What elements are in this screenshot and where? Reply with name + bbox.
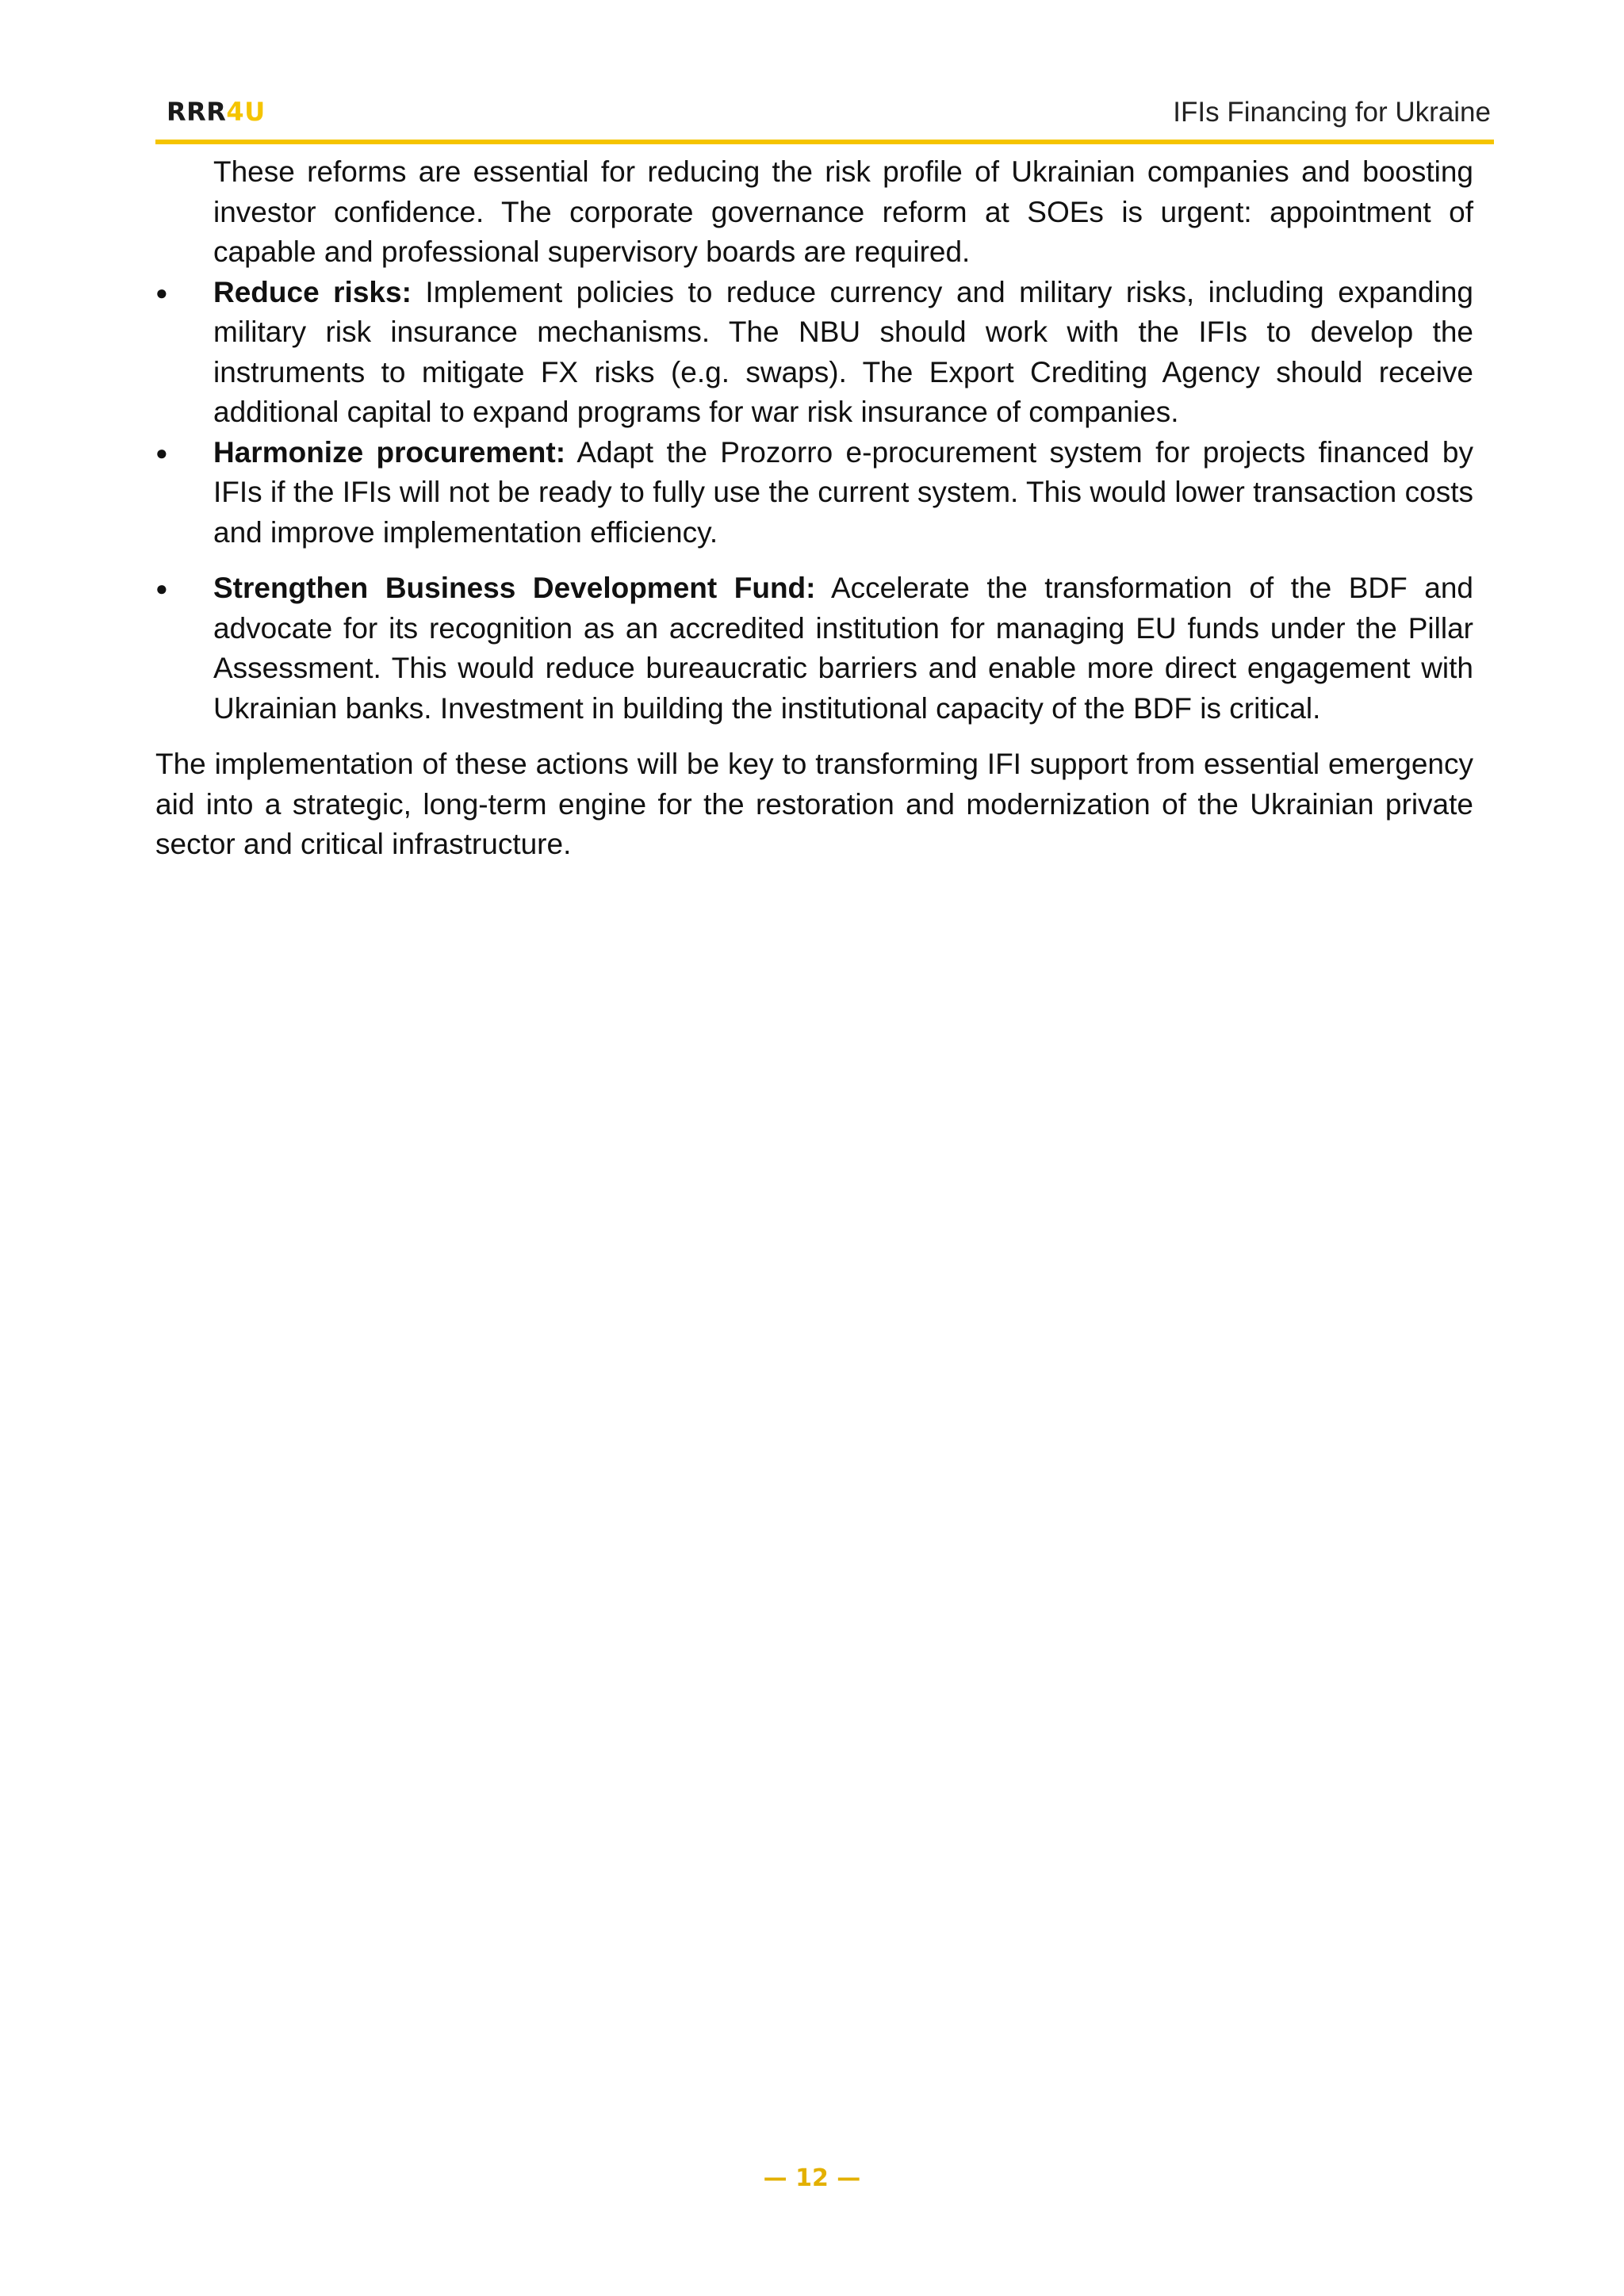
list-item-reduce-risks: [155, 273, 1473, 433]
list-item-text: Implement policies to reduce currency and military risks, including expanding military risk insurance mechanisms. The NBU should work with the IFIs to develop the instruments to mitigate FX risks (e.g. swaps). The Export Crediting Agency should receive additional capital to expand programs for war risk insurance of companies.: [213, 275, 1473, 428]
closing-paragraph: The implementation of these actions will be key to transforming IFI support from essential emergency aid into a strategic, long-term engine for the restoration and modernization of the Ukrainian private sector and critical infrastructure.: [155, 748, 1473, 860]
bullet-icon: ●: [155, 440, 168, 465]
page-content: [155, 152, 1473, 865]
list-item-text: Accelerate the transformation of the BDF and advocate for its recognition as an accredited institution for managing EU funds under the Pillar Assessment. This would reduce bureaucratic barriers and enable more direct engagement with Ukrainian banks. Investment in building the institutional capacity of the BDF is critical.: [213, 572, 1473, 725]
bullet-icon: ●: [155, 280, 168, 304]
logo-main-text: RRR: [167, 97, 227, 127]
bullet-icon: ●: [155, 576, 168, 600]
logo-accent-text: 4U: [226, 97, 266, 127]
list-item-title: Strengthen Business Development Fund:: [213, 572, 816, 604]
rrr4u-logo: [167, 97, 266, 127]
page-header: [155, 94, 1494, 144]
document-title: IFIs Financing for Ukraine: [1173, 97, 1491, 128]
list-item-text: Adapt the Prozorro e-procurement system for projects financed by IFIs if the IFIs will not be ready to fully use the current system. This would lower transaction costs and improve implementation efficiency.: [213, 435, 1473, 549]
list-item-title: Reduce risks:: [213, 275, 412, 308]
intro-continuation-paragraph: These reforms are essential for reducing the risk profile of Ukrainian companies and boosting investor confidence. The corporate governance reform at SOEs is urgent: appointment of capable and professional supervisory boards are required.: [213, 155, 1473, 268]
recommendations-list: [155, 273, 1473, 729]
list-item-title: Harmonize procurement:: [213, 435, 566, 469]
page-number: — 12 —: [763, 2164, 861, 2192]
list-item-harmonize-procurement: [155, 433, 1473, 553]
list-item-strengthen-bdf: [155, 568, 1473, 729]
